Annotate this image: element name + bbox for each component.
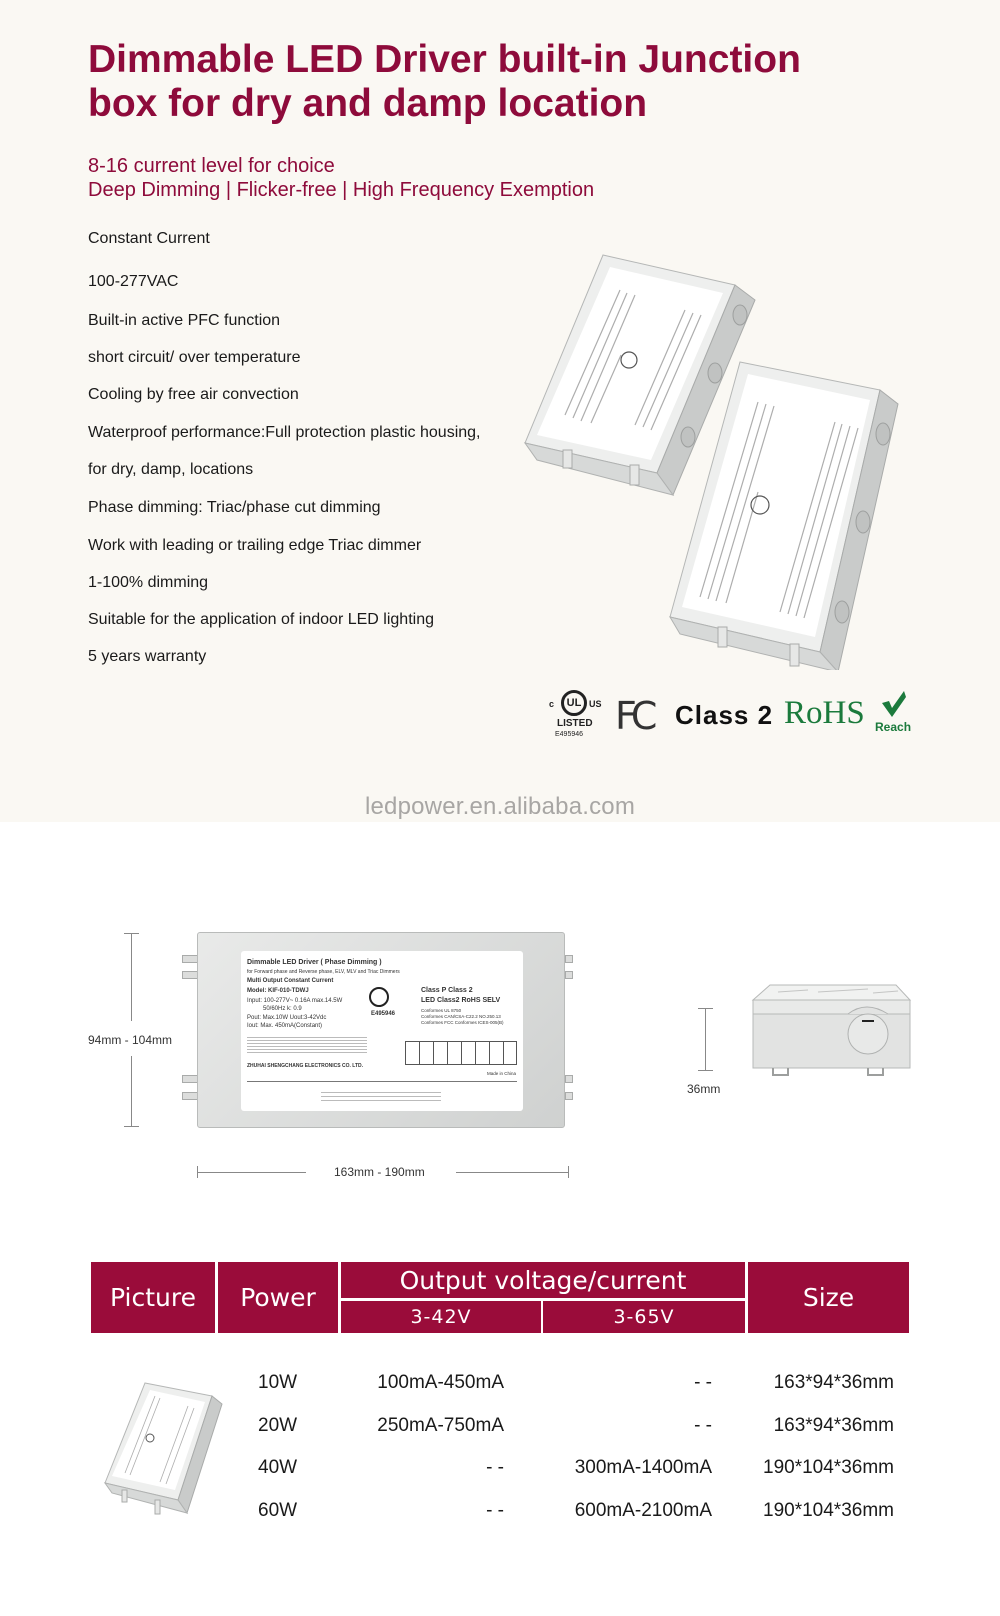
table-header-3-65v: 3-65V [543,1301,745,1333]
dim-line-depth [705,1008,706,1070]
watermark: ledpower.en.alibaba.com [364,793,636,820]
table-header-size: Size [748,1262,909,1333]
cell-3-65v: 300mA-1400mA [574,1457,712,1478]
nameplate-maker: ZHUHAI SHENGCHANG ELECTRONICS CO. LTD. [247,1063,364,1069]
feature-item: Work with leading or trailing edge Triac dimmer [88,537,422,554]
feature-item: Built-in active PFC function [88,312,281,329]
cell-3-65v: - - [694,1372,712,1393]
feature-item: 100-277VAC [88,273,179,290]
mounting-tab [182,971,198,979]
feature-item: Constant Current [88,230,210,247]
depth-dimension-label: 36mm [687,1082,721,1096]
subtitle-line-1: 8-16 current level for choice [88,155,335,177]
mounting-tab [565,1092,573,1100]
cell-power: 60W [258,1500,298,1521]
nameplate-conform: Conformes UL 8750 [421,1008,462,1013]
nameplate-line: for Forward phase and Reverse phase, ELV, MLV and Triac Dimmers [247,969,400,975]
dim-line-width-left [197,1172,306,1173]
table-header-power: Power [218,1262,338,1333]
feature-item: short circuit/ over temperature [88,349,301,366]
ul-listed-logo [548,690,602,742]
mounting-tab [565,955,573,963]
nameplate-class: LED Class2 RoHS SELV [421,997,501,1004]
driver-side-view [748,980,913,1080]
cell-power: 20W [258,1415,298,1436]
dim-cap-bottom [124,1126,139,1127]
product-thumbnail [100,1378,225,1523]
nameplate-ul-file: E495946 [371,1011,396,1017]
title-line-1: Dimmable LED Driver built-in Junction [88,38,801,81]
table-header-picture: Picture [91,1262,215,1333]
nameplate-divider [247,1081,517,1082]
table-header-output: Output voltage/current [341,1262,745,1298]
led-driver-image [520,235,920,670]
mounting-tab [182,955,198,963]
ul-listed-text: LISTED [557,718,593,729]
cell-power: 10W [258,1372,298,1393]
dim-cap-right [568,1166,569,1178]
cell-power: 40W [258,1457,298,1478]
fcc-logo: FC [615,694,652,738]
ul-icon: UL [561,690,587,716]
dip-switch-table [405,1041,517,1065]
cell-size: 190*104*36mm [763,1457,894,1478]
ul-us-mark: US [589,699,602,709]
cell-size: 190*104*36mm [763,1500,894,1521]
nameplate-warning-text [247,1035,367,1055]
width-dimension-label: 163mm - 190mm [334,1165,425,1179]
cell-size: 163*94*36mm [773,1372,894,1393]
feature-item: Suitable for the application of indoor LED lighting [88,611,434,628]
checkmark-icon [880,691,908,717]
nameplate-line: Multi Output Constant Current [247,978,334,984]
driver-body [197,932,565,1128]
table-header-3-42v: 3-42V [341,1301,541,1333]
nameplate-freq: 50/60Hz k: 0.9 [263,1006,302,1012]
nameplate-conform: Conformes FCC Conformes ICES-005(B) [421,1020,504,1025]
mounting-tab [565,1075,573,1083]
nameplate-class: Class P Class 2 [421,987,473,994]
page-title [88,38,888,126]
dim-line-width-right [456,1172,568,1173]
nameplate-model: Model: KIF-010-TDWJ [247,988,309,994]
mounting-tab [565,971,573,979]
driver-nameplate [241,951,523,1111]
nameplate-input: Input: 100-277V~ 0.16A max.14.5W [247,998,343,1004]
nameplate-wiring-text [321,1089,441,1101]
height-dimension-label: 94mm - 104mm [88,1033,173,1047]
mounting-tab [182,1075,198,1083]
ul-icon [369,987,389,1007]
feature-item: Waterproof performance:Full protection plastic housing, [88,424,481,441]
cell-3-65v: - - [694,1415,712,1436]
cell-3-42v: 100mA-450mA [377,1372,504,1393]
nameplate-conform: Conformes CAN/CSA-C22.2 NO.250.13 [421,1014,501,1019]
nameplate-origin: Made in China [487,1071,517,1076]
title-line-2: box for dry and damp location [88,82,648,125]
nameplate-pout: Pout: Max.10W Uout:3-42Vdc [247,1015,327,1021]
rohs-logo: RoHS [784,695,865,731]
reach-label: Reach [875,720,912,734]
feature-item: 1-100% dimming [88,574,209,591]
class2-logo: Class 2 [675,700,774,730]
cell-3-42v: 250mA-750mA [377,1415,504,1436]
ul-file-number: E495946 [555,731,584,738]
subtitle [88,154,594,202]
dim-cap-bottom [698,1070,713,1071]
cell-3-65v: 600mA-2100mA [574,1500,712,1521]
feature-item: Phase dimming: Triac/phase cut dimming [88,499,381,516]
mounting-tab [182,1092,198,1100]
cell-size: 163*94*36mm [773,1415,894,1436]
dim-line-height-lower [131,1056,132,1126]
ul-c-mark: c [549,699,555,709]
cell-3-42v: - - [486,1500,504,1521]
subtitle-line-2: Deep Dimming | Flicker-free | High Frequency Exemption [88,179,595,201]
feature-item: 5 years warranty [88,648,207,665]
dim-line-height-upper [131,933,132,1021]
cell-3-42v: - - [486,1457,504,1478]
nameplate-iout: Iout: Max. 450mA(Constant) [247,1023,323,1029]
feature-item: Cooling by free air convection [88,386,299,403]
nameplate-title: Dimmable LED Driver ( Phase Dimming ) [247,959,382,966]
feature-item: for dry, damp, locations [88,461,254,478]
